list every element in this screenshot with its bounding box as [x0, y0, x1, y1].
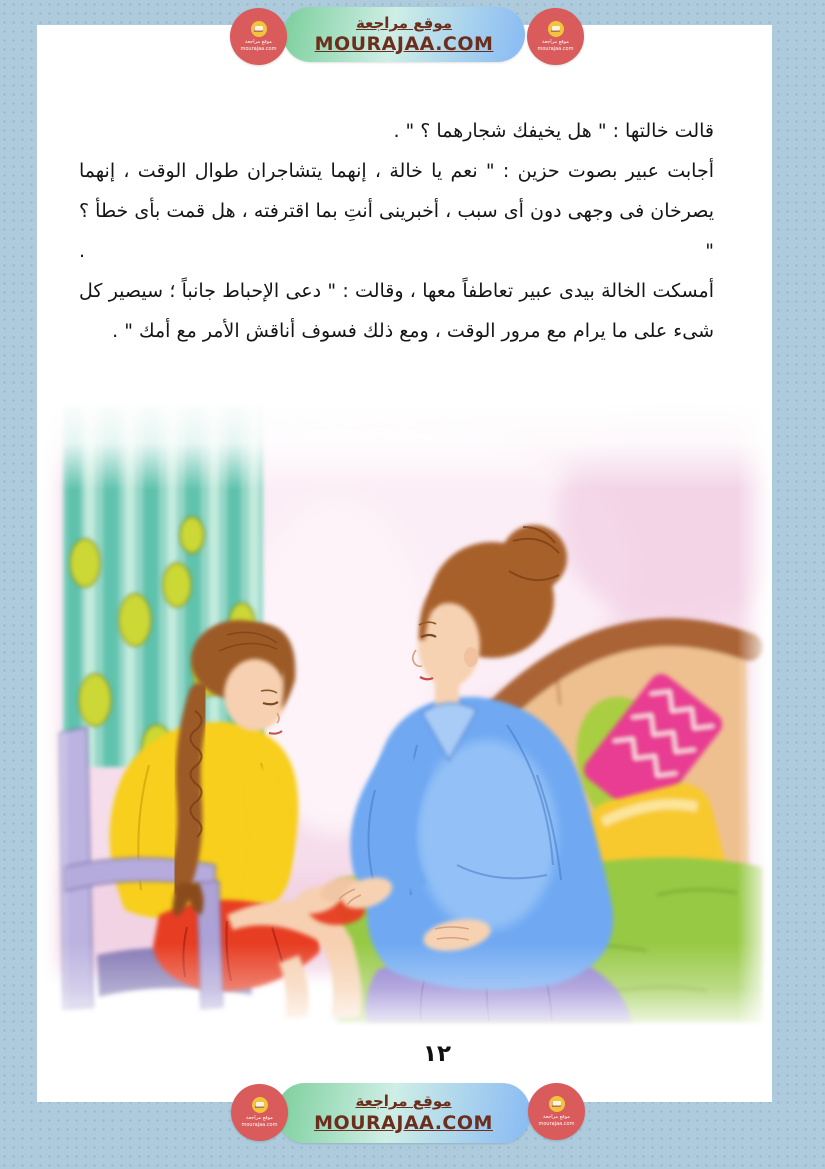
logo-caption-arabic: موقع مراجعة	[543, 1113, 570, 1120]
logo-caption-arabic: موقع مراجعة	[245, 38, 272, 45]
mourajaa-logo	[527, 8, 584, 65]
logo-caption-english: mourajaa.com	[240, 45, 277, 52]
story-text	[79, 111, 714, 351]
logo-caption-english: mourajaa.com	[538, 1120, 575, 1127]
page-number: ١٢	[422, 1041, 452, 1067]
paper-page	[37, 25, 772, 1102]
story-line: شىء على ما يرام مع مرور الوقت ، ومع ذلك فسوف أناقش الأمر مع أمك " .	[112, 320, 714, 342]
logo-caption-arabic: موقع مراجعة	[542, 38, 569, 45]
open-book-icon	[252, 1097, 268, 1113]
illustration-svg	[37, 395, 772, 1035]
open-book-icon	[548, 21, 564, 37]
logo-caption-english: mourajaa.com	[537, 45, 574, 52]
watermark-title-arabic: موقع مراجعة	[355, 13, 453, 32]
watermark-title-english: MOURAJAA.COM	[314, 1111, 493, 1134]
story-illustration	[37, 395, 772, 1035]
story-line: أجابت عبير بصوت حزين : " نعم يا خالة ، إنهما يتشاجران طوال الوقت ، إنهما	[79, 160, 714, 182]
watermark-title-english: MOURAJAA.COM	[314, 33, 494, 56]
story-line: قالت خالتها : " هل يخيفك شجارهما ؟ " .	[393, 120, 714, 142]
mourajaa-logo	[528, 1083, 585, 1140]
story-line: يصرخان فى وجهى دون أى سبب ، أخبرينى أنتِ بما اقترفته ، هل قمت بأى خطأ ؟ " .	[79, 200, 714, 262]
mourajaa-logo	[231, 1084, 288, 1141]
footer-watermark-badge	[277, 1083, 530, 1143]
story-line: أمسكت الخالة بيدى عبير تعاطفاً معها ، وقالت : " دعى الإحباط جانباً ؛ سيصير كل	[79, 280, 714, 302]
mourajaa-logo	[230, 8, 287, 65]
logo-caption-arabic: موقع مراجعة	[246, 1114, 273, 1121]
watermark-title-arabic: موقع مراجعة	[355, 1092, 452, 1111]
header-watermark-badge	[283, 7, 525, 62]
open-book-icon	[549, 1096, 565, 1112]
logo-caption-english: mourajaa.com	[241, 1121, 278, 1128]
open-book-icon	[251, 21, 267, 37]
